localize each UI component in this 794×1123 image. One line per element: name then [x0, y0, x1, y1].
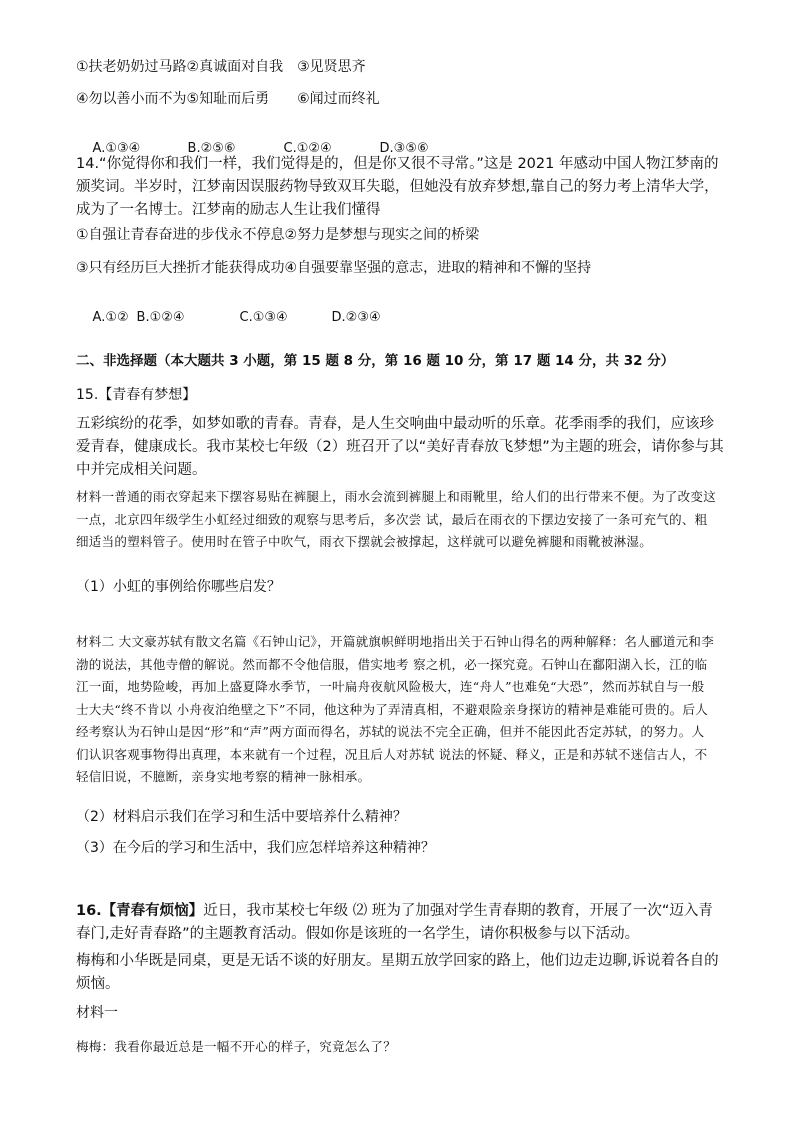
q15-sub-question-2: （2）材料启示我们在学习和生活中要培养什么精神？	[76, 809, 407, 825]
q14-choice-c: C.①③④	[239, 310, 288, 325]
q16-paragraph: 梅梅和小华既是同桌，更是无话不谈的好朋友。星期五放学回家的路上，他们边走边聊,诉说着各自的烦恼。	[76, 953, 719, 992]
q16-material-label: 材料一	[76, 1005, 118, 1021]
q14-choice-d: D.②③④	[331, 310, 381, 325]
q13-choice-b: B.②⑤⑥	[187, 141, 236, 156]
q14-choice-a: A.①②	[92, 310, 129, 325]
q14-choice-b: B.①②④	[136, 310, 185, 325]
q14-option-line-1: ①自强让青春奋进的步伐永不停息②努力是梦想与现实之间的桥梁	[76, 227, 480, 243]
q16-stem	[76, 900, 726, 946]
q13-choice-d: D.③⑤⑥	[379, 141, 429, 156]
q16-title: 16.【青春有烦恼】	[76, 903, 204, 919]
q16-stem-text: 近日，我市某校七年级 ⑵ 班为了加强对学生青春期的教育，开展了一次“迈入青春门,走好青春路”的主题教育活动。假如你是该班的一名学生，请你积极参与以下活动。	[76, 903, 713, 942]
q13-option-line-2: ④勿以善小而不为⑤知耻而后勇 ⑥闻过而终礼	[76, 91, 380, 107]
q15-material-2: 材料二 大文豪苏轼有散文名篇《石钟山记》，开篇就旗帜鲜明地指出关于石钟山得名的两种解释：名人郦道元和李渤的说法，其他寺僧的解说。然而都不令他信服，借实地考 察之机，必一探究竟。石钟山在鄱阳湖入长，江的临江一面，地势险峻，再加上盛夏降水季节，一叶扁舟夜航风险极大，连“舟人”也难免“大恐”，然而苏轼自与一般士大夫“终不肯以 小舟夜泊绝壁之下”不同，他这种为了弄清真相，不避艰险亲身探访的精神是难能可贵的。后人经考察认为石钟山是因“形”和“声”两方面而得名，苏轼的说法不完全正确，但并不能因此否定苏轼，的努力。人们认识客观事物得出真理，本来就有一个过程，况且后人对苏轼 说法的怀疑、释义，正是和苏轼不迷信古人，不轻信旧说，不臆断，亲身实地考察的精神一脉相承。	[76, 634, 715, 784]
q14-stem: 14.“你觉得你和我们一样，我们觉得是的，但是你又很不寻常。”这是 2021 年感动中国人物江梦南的颁奖词。半岁时，江梦南因误服药物导致双耳失聪，但她没有放弃梦想,靠自己的努力考上清华大学，成为了一名博士。江梦南的励志人生让我们懂得	[76, 156, 719, 218]
q14-choices	[76, 291, 381, 345]
q13-choice-a: A.①③④	[92, 141, 141, 156]
q13-option-line-1: ①扶老奶奶过马路②真诚面对自我 ③见贤思齐	[76, 59, 366, 75]
q16-dialogue-line: 梅梅：我看你最近总是一幅不开心的样子，究竟怎么了？	[76, 1039, 397, 1054]
section-2-heading: 二、非选择题（本大题共 3 小题，第 15 题 8 分，第 16 题 10 分，第 17 题 14 分，共 32 分）	[76, 353, 675, 369]
q14-option-line-2: ③只有经历巨大挫折才能获得成功④自强要靠坚强的意志，进取的精神和不懈的坚持	[76, 260, 592, 276]
q15-intro: 五彩缤纷的花季，如梦如歌的青春。青春，是人生交响曲中最动听的乐章。花季雨季的我们，应该珍爱青春，健康成长。我市某校七年级（2）班召开了以“美好青春放飞梦想”为主题的班会，请你参与其中并完成相关问题。	[76, 416, 724, 478]
q15-sub-question-1: （1）小虹的事例给你哪些启发？	[76, 579, 281, 595]
q15-title: 15.【青春有梦想】	[76, 387, 197, 403]
q15-sub-question-3: （3）在今后的学习和生活中，我们应怎样培养这种精神？	[76, 840, 435, 856]
q13-choice-c: C.①②④	[283, 141, 332, 156]
q15-material-1: 材料一普通的雨衣穿起来下摆容易贴在裤腿上，雨水会流到裤腿上和雨靴里，给人们的出行带来不便。为了改变这一点，北京四年级学生小虹经过细致的观察与思考后，多次尝 试，最后在雨衣的下摆边安接了一条可充气的、粗细适当的塑料管子。使用时在管子中吹气，雨衣下摆就会被撑起，这样就可以避免裤腿和雨靴被淋湿。	[76, 489, 717, 549]
